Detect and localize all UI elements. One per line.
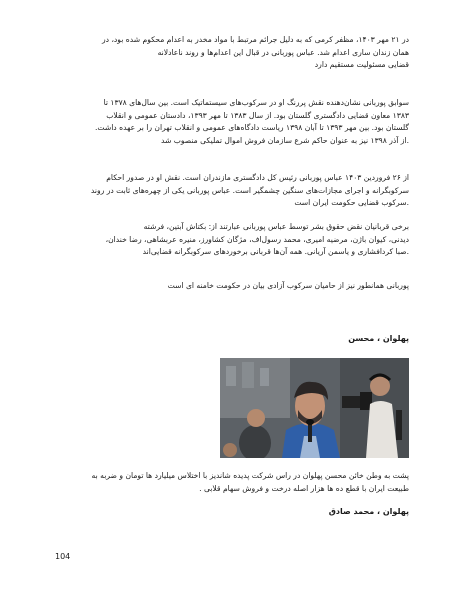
paragraph-mohsen (54, 470, 409, 495)
text-line: .صبا کردافشاری و یاسمن آریانی. همه آن‌ها قربانی برخوردهای سرکوبگرانه قضایی‌اند (142, 247, 409, 257)
text-line: پوربانی همانطور نیز از حامیان سرکوب آزادی بیان در حکومت خامنه ای است (167, 281, 409, 290)
text-line: پشت به وطن خائن محسن پهلوان در راس شرکت پدیده شاندیز با اختلاس میلیارد ها تومان و ضربه به (91, 471, 409, 480)
text-line: .از آذر ۱۳۹۸ نیز به عنوان حاکم شرع سازمان فروش اموال تملیکی منصوب شد (160, 135, 409, 145)
paragraph-background (54, 97, 409, 147)
section-heading-mohammad-sadegh: پهلوان ، محمد صادق (328, 507, 409, 516)
portrait-photo (220, 358, 409, 458)
paragraph-execution (54, 34, 409, 72)
section-heading-mohsen: پهلوان ، محسن (348, 334, 409, 343)
text-line: گلستان بود. بین مهر ۱۳۹۳ تا آبان ۱۳۹۸ ریاست دادگاه‌های عمومی و انقلاب تهران را بر عهده داشت. (94, 123, 409, 133)
text-line: برخی قربانیان نقض حقوق بشر توسط عباس پوربانی عبارتند از: بکتاش آبتین، فرشته (143, 222, 409, 231)
paragraph-current-role (54, 172, 409, 210)
text-line: سرکوبگرانه و اجرای مجازات‌های سنگین چشمگیر است. عباس پوربانی یکی از چهره‌های ثابت در روند (90, 185, 409, 195)
text-line: در ۲۱ مهر ۱۴۰۳، مظفر کرمی که به دلیل جرائم مرتبط با مواد مخدر به اعدام محکوم شده بود، در (102, 35, 409, 44)
paragraph-free-speech (54, 280, 409, 293)
text-line: قضایی مسئولیت مستقیم دارد (314, 60, 409, 70)
text-line: ۱۳۸۳ معاون قضایی دادگستری گلستان بود. از سال ۱۳۸۳ تا مهر ۱۳۹۳، دادستان عمومی و انقلاب (106, 110, 409, 120)
page-number: 104 (55, 552, 71, 561)
text-line: طبیعت ایران با قطع ده ها هزار اصله درخت و فروش سهام قلابی . (199, 483, 409, 493)
text-line: از ۲۶ فروردین ۱۴۰۳ عباس پوربانی رئیس کل دادگستری مازندران است. نقش او در صدور احکام (106, 173, 409, 182)
text-line: همان زندان ساری اعدام شد. عباس پوربانی در قبال این اعدام‌ها و روند ناعادلانه (157, 47, 409, 57)
text-line: دیدنی، کیوان باژن، مرضیه امیری، محمد رسول‌اف، مژگان کشاورز، منیره عربشاهی، رضا خندان، (105, 234, 409, 244)
text-line: سوابق پوربانی نشان‌دهنده نقش پررنگ او در سرکوب‌های سیستماتیک است. بین سال‌های ۱۳۷۸ تا (103, 98, 409, 107)
paragraph-victims (54, 221, 409, 259)
text-line: .سرکوب قضایی حکومت ایران است (294, 198, 409, 208)
